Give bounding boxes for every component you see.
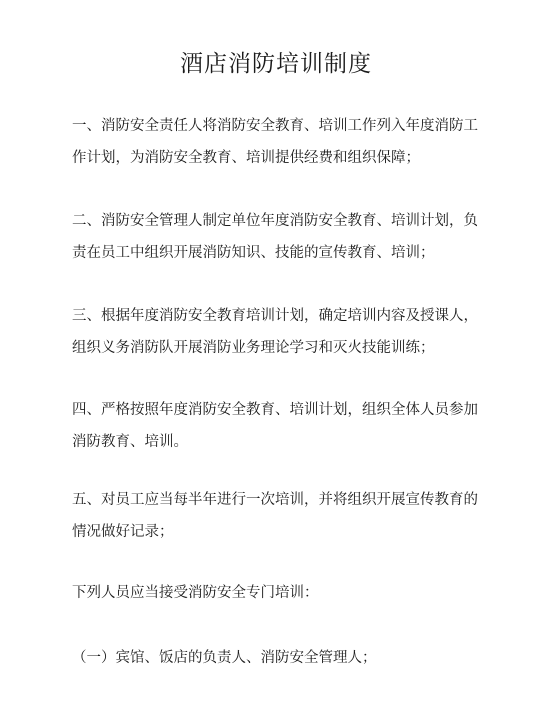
paragraph-3 bbox=[72, 300, 492, 364]
paragraph-4 bbox=[72, 394, 492, 458]
paragraph-7 bbox=[72, 642, 492, 674]
paragraph-line: 五、对员工应当每半年进行一次培训，并将组织开展宣传教育的 bbox=[72, 492, 478, 508]
paragraph-line: （一）宾馆、饭店的负责人、消防安全管理人； bbox=[72, 650, 377, 666]
paragraph-line: 四、严格按照年度消防安全教育、培训计划，组织全体人员参加 bbox=[72, 402, 478, 418]
paragraph-1 bbox=[72, 110, 492, 174]
paragraph-line: 二、消防安全管理人制定单位年度消防安全教育、培训计划，负 bbox=[72, 213, 478, 229]
paragraph-line: 情况做好记录； bbox=[72, 524, 174, 540]
paragraph-line: 一、消防安全责任人将消防安全教育、培训工作列入年度消防工 bbox=[72, 118, 478, 134]
paragraph-line: 三、根据年度消防安全教育培训计划，确定培训内容及授课人， bbox=[72, 308, 478, 324]
paragraph-line: 作计划，为消防安全教育、培训提供经费和组织保障； bbox=[72, 150, 420, 166]
paragraph-line: 责在员工中组织开展消防知识、技能的宣传教育、培训； bbox=[72, 245, 435, 261]
paragraph-5 bbox=[72, 484, 492, 548]
paragraph-line: 消防教育、培训。 bbox=[72, 434, 188, 450]
paragraph-6 bbox=[72, 577, 492, 609]
document-title: 酒店消防培训制度 bbox=[180, 51, 372, 77]
paragraph-line: 下列人员应当接受消防安全专门培训： bbox=[72, 585, 319, 601]
paragraph-line: 组织义务消防队开展消防业务理论学习和灭火技能训练； bbox=[72, 340, 435, 356]
paragraph-2 bbox=[72, 205, 492, 269]
